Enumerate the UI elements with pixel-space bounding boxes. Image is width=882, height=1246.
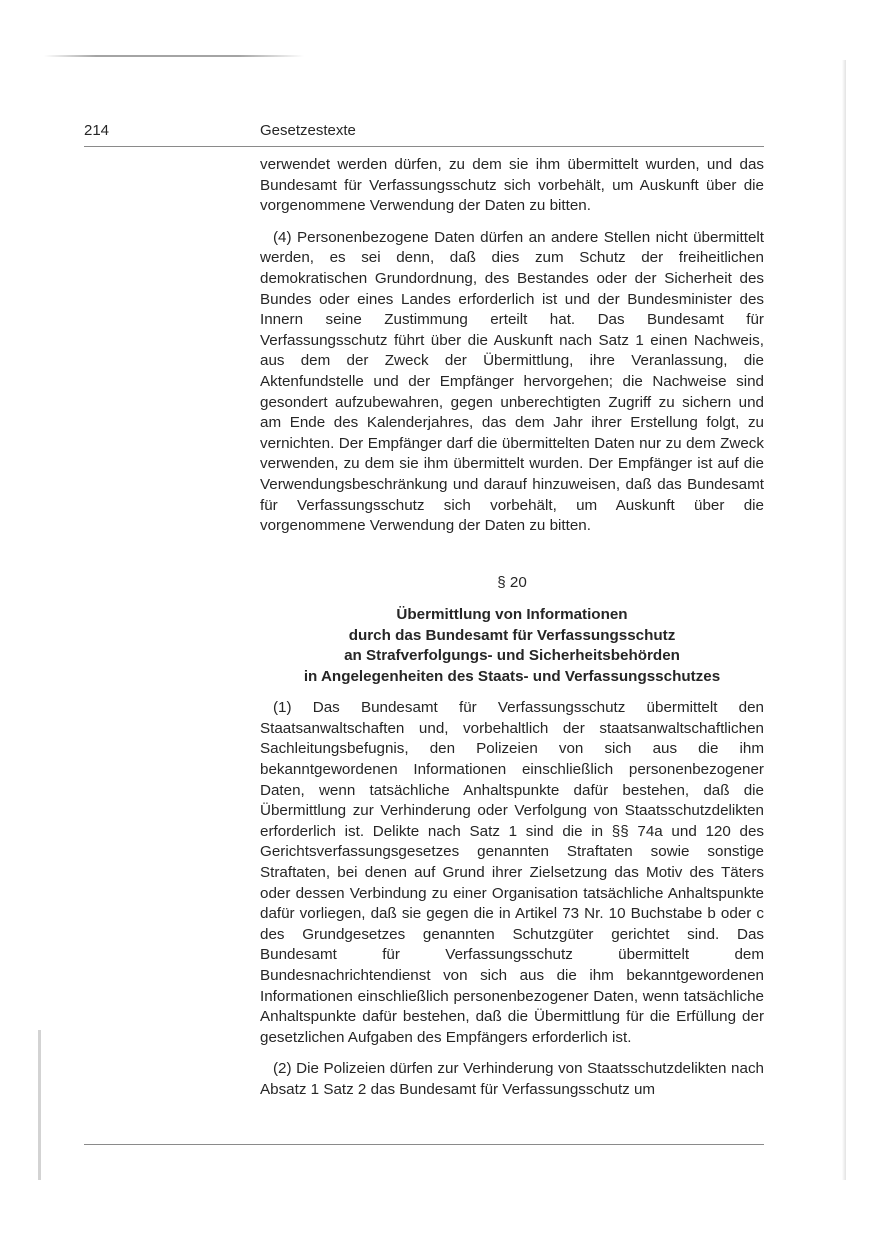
page-edge-mark [38, 1030, 41, 1180]
page-body [260, 155, 764, 1101]
paragraph-1: (1) Das Bundesamt für Verfassungsschutz übermittelt den Staatsanwaltschaften und, vorbehaltlich der staatsanwaltschaftlichen Sachleitungsbefugnis, den Polizeien von sich aus die ihm bekanntgewordenen Informationen einschließlich personenbezogener Daten, wenn tatsächliche Anhaltspunkte dafür bestehen, daß die Übermittlung zur Verhinderung oder Verfolgung von Staatsschutzdelikten erforderlich ist. Delikte nach Satz 1 sind die in §§ 74a und 120 des Gerichtsverfassungsgesetzes genannten Straftaten sowie sonstige Straftaten, bei denen auf Grund ihrer Zielsetzung das Motiv des Täters oder dessen Verbindung zu einer Organisation tatsächliche Anhaltspunkte dafür vorliegen, daß sie gegen die in Artikel 73 Nr. 10 Buchstabe b oder c des Grundgesetzes genannten Schutzgüter gerichtet sind. Das Bundesamt für Verfassungsschutz übermittelt dem Bundesnachrichtendienst von sich aus die ihm bekanntgewordenen Informationen einschließlich personenbezogener Daten, wenn tatsächliche Anhaltspunkte dafür bestehen, daß die Übermittlung für die Erfüllung der gesetzlichen Aufgaben des Empfängers erforderlich ist. [260, 699, 764, 1046]
paragraph-4: (4) Personenbezogene Daten dürfen an andere Stellen nicht übermittelt werden, es sei denn, daß dies zum Schutz der freiheitlichen demokratischen Grundordnung, des Bestandes oder der Sicherheit des Bundes oder eines Landes erforderlich ist und der Bundesminister des Innern seine Zustimmung erteilt hat. Das Bundesamt für Verfassungsschutz führt über die Auskunft nach Satz 1 einen Nachweis, aus dem der Zweck der Übermittlung, ihre Veranlassung, die Aktenfundstelle und der Empfänger hervorgehen; die Nachweise sind gesondert aufzubewahren, gegen unberechtigten Zugriff zu sichern und am Ende des Kalenderjahres, das dem Jahr ihrer Erstellung folgt, zu vernichten. Der Empfänger darf die übermittelten Daten nur zu dem Zweck verwenden, zu dem sie ihm übermittelt wurden. Der Empfänger ist auf die Verwendungsbeschränkung und darauf hinzuweisen, daß das Bundesamt für Verfassungsschutz sich vorbehält, um Auskunft über die vorgenommene Verwendung der Daten zu bitten. [260, 228, 764, 535]
page-number: 214 [84, 122, 110, 139]
paragraph-2: (2) Die Polizeien dürfen zur Verhinderung von Staatsschutzdelikten nach Absatz 1 Satz 2 das Bundesamt für Verfassungsschutz um [260, 1060, 764, 1098]
section-title-line: Übermittlung von Informationen [396, 606, 628, 624]
footer-rule [84, 1144, 764, 1145]
section-title [260, 605, 764, 687]
page-edge-shadow [842, 60, 846, 1180]
section-number: § 20 [497, 573, 527, 591]
continuation-paragraph: verwendet werden dürfen, zu dem sie ihm übermittelt wurden, und das Bundesamt für Verfassungsschutz sich vorbehält, um Auskunft über die vorgenommene Verwendung der Daten zu bitten. [260, 156, 764, 215]
section-title-line: durch das Bundesamt für Verfassungsschutz [348, 626, 676, 644]
running-head: Gesetzestexte [260, 122, 356, 139]
section-title-line: an Strafverfolgungs- und Sicherheitsbehörden [344, 647, 680, 665]
page-header [84, 122, 764, 147]
top-rule [44, 55, 304, 57]
section-title-line: in Angelegenheiten des Staats- und Verfassungsschutzes [303, 667, 721, 685]
